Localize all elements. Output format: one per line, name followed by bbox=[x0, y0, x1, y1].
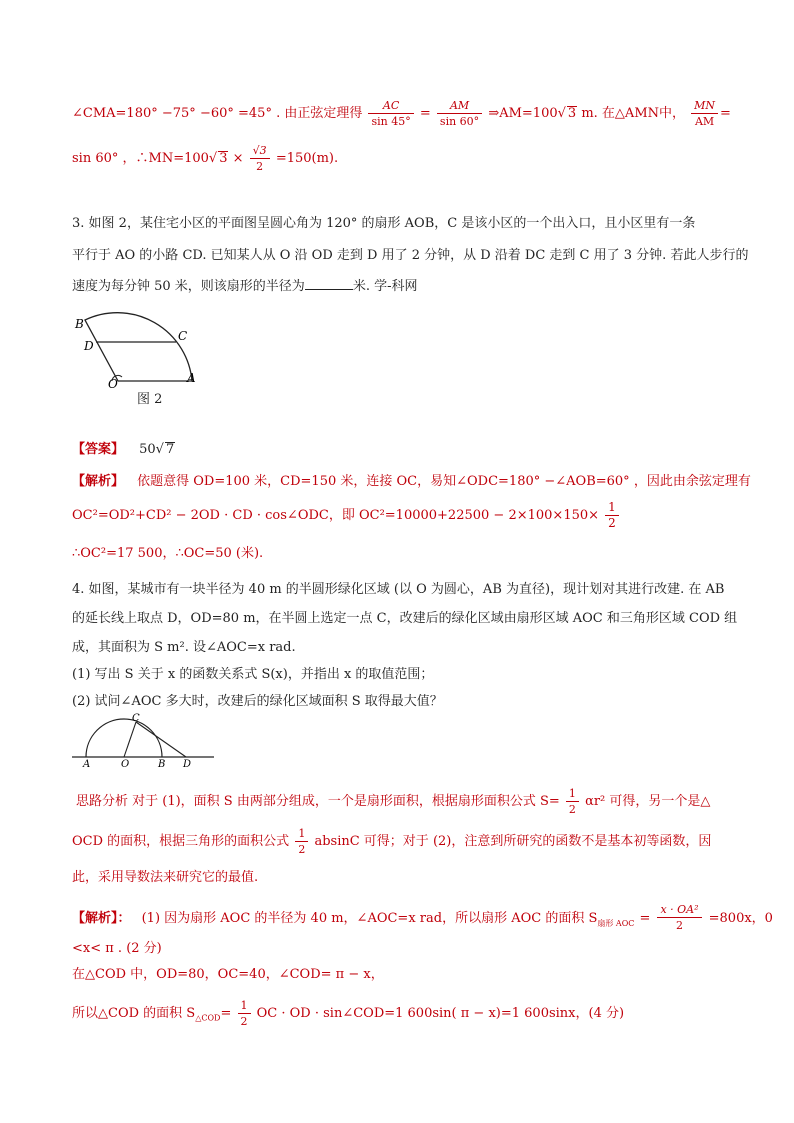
label-b: B bbox=[158, 759, 166, 768]
equals-sign: = bbox=[220, 1006, 232, 1021]
analysis-label: 【解析】 bbox=[72, 474, 125, 489]
q4-part1: (1) 写出 S 关于 x 的函数关系式 S(x)，并指出 x 的取值范围； bbox=[72, 667, 434, 682]
analysis-text: 依题意得 OD=100 米，CD=150 米，连接 OC，易知∠ODC=180° −∠AOB=60° ，因此由余弦定理有 bbox=[137, 474, 751, 489]
q4-analysis-line4 bbox=[72, 998, 624, 1029]
analysis-text-a: (1) 因为扇形 AOC 的半径为 40 m，∠AOC=x rad，所以扇形 AOC 的面积 S bbox=[141, 911, 598, 926]
label-d: D bbox=[183, 759, 192, 768]
solution-prev-text: ∠CMA=180° −75° −60° =45° . 由正弦定理得 bbox=[72, 106, 363, 121]
fraction-denominator: 2 bbox=[256, 160, 264, 173]
answer-value: 50 bbox=[139, 442, 156, 457]
idea-text-c: OCD 的面积，根据三角形的面积公式 bbox=[72, 834, 290, 849]
sector-outline bbox=[85, 313, 192, 381]
fraction-numerator: 1 bbox=[238, 998, 251, 1014]
idea-text-b: αr² 可得，另一个是△ bbox=[585, 794, 711, 809]
q4-idea-line3: 此，采用导数法来研究它的最值. bbox=[72, 870, 259, 885]
analysis-text-c: =800x，0 bbox=[708, 911, 773, 926]
fraction-am-sin60 bbox=[437, 98, 482, 129]
q3-line1: 3. 如图 2，某住宅小区的平面图呈圆心角为 120° 的扇形 AOB，C 是该小区的一个出入口，且小区里有一条 bbox=[72, 216, 696, 231]
analysis-text-e: OC · OD · sin∠COD=1 600sin( π − x)=1 600sinx，(4 分) bbox=[256, 1006, 625, 1021]
label-d: D bbox=[84, 339, 94, 353]
subscript-sector: 扇形 AOC bbox=[597, 919, 635, 929]
q3-analysis-line2 bbox=[72, 500, 621, 531]
solution-prev-line2-a: sin 60° ，∴MN=100 bbox=[72, 151, 209, 166]
label-o: O bbox=[108, 377, 118, 391]
fraction-x-oa2 bbox=[657, 902, 701, 933]
q4-line2: 的延长线上取点 D，OD=80 m，在半圆上选定一点 C，改建后的绿化区域由扇形区域 AOC 和三角形区域 COD 组 bbox=[72, 611, 738, 626]
fraction-numerator: x · OA² bbox=[657, 902, 701, 918]
fraction-denominator: 2 bbox=[608, 516, 616, 530]
q4-part2: (2) 试问∠AOC 多大时，改建后的绿化区域面积 S 取得最大值？ bbox=[72, 694, 443, 709]
solution-prev-line2-c: =150(m). bbox=[275, 151, 339, 166]
sqrt-radicand: 3 bbox=[567, 106, 577, 121]
label-a: A bbox=[83, 759, 91, 768]
fraction-numerator: 1 bbox=[605, 500, 619, 516]
fraction-denominator: sin 60° bbox=[439, 115, 480, 128]
fraction-sqrt3-2 bbox=[250, 143, 270, 174]
solution-prev-text-b: m. 在△AMN中， bbox=[581, 106, 686, 121]
equals-sign: = bbox=[639, 911, 651, 926]
label-c: C bbox=[132, 713, 140, 724]
answer-label: 【答案】 bbox=[72, 442, 125, 457]
label-b: B bbox=[75, 317, 84, 331]
q4-idea-line1 bbox=[76, 786, 710, 817]
fraction-denominator: sin 45° bbox=[371, 115, 411, 128]
q4-line1: 4. 如图，某城市有一块半径为 40 m 的半圆形绿化区域 (以 O 为圆心，AB 为直径)，现计划对其进行改建. 在 AB bbox=[72, 582, 725, 597]
fraction-one-half bbox=[566, 786, 579, 817]
fraction-numerator: 1 bbox=[566, 786, 579, 802]
answer-blank bbox=[305, 277, 353, 290]
segment-cd bbox=[136, 722, 186, 757]
answer-sqrt: 7 bbox=[165, 442, 175, 457]
solution-prev-line1: ∠CMA=180° −75° −60° =45° . 由正弦定理得 $\frac{AC}{\sin 45^\circ}$ = $\frac{AM}{\sin 60^\circ}$ ⇒AM=100√ 3 m. 在△AMN中， $\frac{MN}{AM}$ = bbox=[72, 99, 731, 128]
fraction-one-half bbox=[605, 500, 619, 531]
fraction-one-half bbox=[295, 826, 308, 857]
fraction-numerator: AC bbox=[368, 98, 413, 114]
figure-q4-semicircle bbox=[70, 712, 220, 768]
q4-analysis-line2: <x< π . (2 分) bbox=[72, 941, 162, 956]
fraction-numerator: 1 bbox=[295, 826, 308, 842]
q3-answer: 【答案】 50√ 7 bbox=[72, 442, 175, 457]
q3-analysis-line1 bbox=[72, 470, 751, 489]
fraction-ac-sin45 bbox=[368, 98, 413, 129]
q3-line3-a: 速度为每分钟 50 米，则该扇形的半径为 bbox=[72, 279, 305, 294]
analysis-label: 【解析】： bbox=[72, 911, 131, 926]
idea-text-a: 思路分析 对于 (1)，面积 S 由两部分组成，一个是扇形面积，根据扇形面积公式 S= bbox=[76, 794, 560, 809]
times-sign: × bbox=[232, 151, 244, 166]
fraction-denominator: 2 bbox=[298, 843, 306, 856]
fraction-numerator: MN bbox=[691, 98, 718, 114]
figure-2-caption: 图 2 bbox=[137, 392, 163, 407]
label-o: O bbox=[121, 759, 130, 768]
q4-analysis-line1 bbox=[72, 902, 773, 933]
fraction-denominator: 2 bbox=[676, 919, 683, 932]
fraction-denominator: AM bbox=[694, 115, 715, 128]
implies-text: ⇒AM=100 bbox=[488, 106, 558, 121]
label-c: C bbox=[178, 329, 188, 343]
equals-sign: = bbox=[419, 106, 431, 121]
fraction-denominator: 2 bbox=[568, 803, 576, 816]
fraction-denominator: 2 bbox=[240, 1015, 248, 1028]
fraction-one-half bbox=[238, 998, 251, 1029]
idea-text-d: absinC 可得；对于 (2)，注意到所研究的函数不是基本初等函数，因 bbox=[314, 834, 712, 849]
fraction-mn-am bbox=[691, 98, 718, 129]
solution-prev-line2: sin 60° ，∴MN=100√ 3 × $\frac{√3}{2}$ =150(m). bbox=[72, 144, 339, 173]
q3-analysis-line3: ∴OC²=17 500，∴OC=50 (米). bbox=[72, 546, 264, 561]
subscript-triangle: △COD bbox=[195, 1013, 221, 1023]
segment-oc bbox=[124, 722, 136, 757]
q4-analysis-line3: 在△COD 中，OD=80，OC=40，∠COD= π − x， bbox=[72, 967, 384, 982]
analysis-text-2: OC²=OD²+CD² − 2OD · CD · cos∠ODC，即 OC²=10000+22500 − 2×100×150× bbox=[72, 508, 600, 523]
q4-idea-line2 bbox=[72, 826, 711, 857]
q3-line3 bbox=[72, 275, 417, 294]
q3-line3-b: 米. 学-科网 bbox=[352, 279, 418, 294]
analysis-text-d: 所以△COD 的面积 S bbox=[72, 1006, 196, 1021]
semicircle-arc bbox=[86, 719, 162, 757]
fraction-numerator: AM bbox=[437, 98, 482, 114]
q3-line2: 平行于 AO 的小路 CD. 已知某人从 O 沿 OD 走到 D 用了 2 分钟，从 D 沿着 DC 走到 C 用了 3 分钟. 若此人步行的 bbox=[72, 248, 749, 263]
q4-line3: 成，其面积为 S m². 设∠AOC=x rad. bbox=[72, 640, 296, 655]
fraction-numerator: √3 bbox=[250, 143, 270, 159]
label-a: A bbox=[187, 371, 196, 385]
